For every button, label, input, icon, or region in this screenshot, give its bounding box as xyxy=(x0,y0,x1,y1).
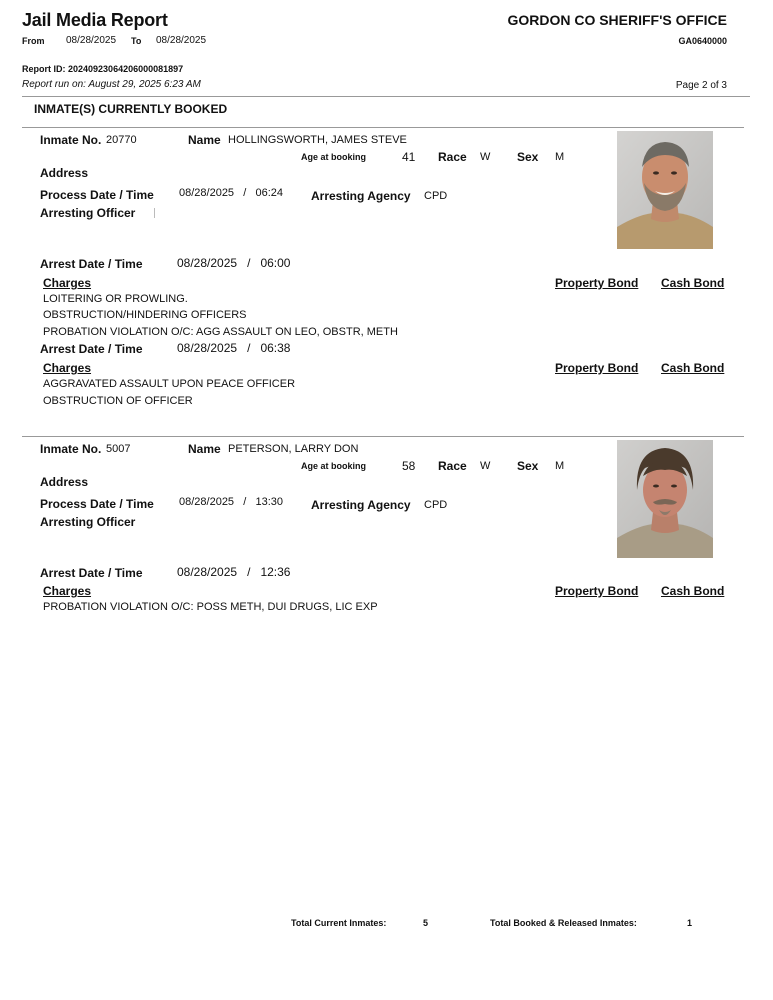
total-booked-value: 1 xyxy=(687,918,693,928)
arresting-agency-value: CPD xyxy=(424,190,448,202)
inmate-1-top-divider xyxy=(22,127,744,128)
separator: / xyxy=(243,187,247,199)
to-label: To xyxy=(131,36,142,46)
report-run xyxy=(22,79,201,90)
report-id xyxy=(22,64,183,74)
name-value: PETERSON, LARRY DON xyxy=(228,443,359,455)
arresting-agency-label: Arresting Agency xyxy=(311,498,411,512)
total-current-label: Total Current Inmates: xyxy=(291,918,387,928)
separator: / xyxy=(247,341,251,355)
race-value: W xyxy=(480,151,491,163)
sex-label: Sex xyxy=(517,150,539,164)
inmate-2-top-divider xyxy=(22,436,744,437)
arresting-officer-label: Arresting Officer xyxy=(40,515,136,529)
charges-header: Charges xyxy=(43,361,92,375)
age-value: 41 xyxy=(402,150,416,164)
agency-name: GORDON CO SHERIFF'S OFFICE xyxy=(507,12,727,28)
arrest-time-value: 12:36 xyxy=(260,565,291,579)
arrest-time-value: 06:38 xyxy=(260,341,291,355)
field-marker xyxy=(154,208,155,218)
to-date: 08/28/2025 xyxy=(156,35,207,46)
charge-line: PROBATION VIOLATION O/C: AGG ASSAULT ON LEO, OBSTR, METH xyxy=(43,326,398,338)
charge-line: LOITERING OR PROWLING. xyxy=(43,293,188,305)
process-time-value: 13:30 xyxy=(255,496,283,508)
total-booked-label: Total Booked & Released Inmates: xyxy=(490,918,637,928)
race-value: W xyxy=(480,460,491,472)
name-label: Name xyxy=(188,442,221,456)
arresting-agency-label: Arresting Agency xyxy=(311,189,411,203)
inmate-photo xyxy=(617,131,713,249)
arrest-datetime xyxy=(177,565,290,579)
age-value: 58 xyxy=(402,459,416,473)
process-date xyxy=(179,187,283,199)
charges-header: Charges xyxy=(43,584,92,598)
name-value: HOLLINGSWORTH, JAMES STEVE xyxy=(228,134,407,146)
address-label: Address xyxy=(40,475,89,489)
charge-line: OBSTRUCTION OF OFFICER xyxy=(43,395,193,407)
process-label: Process Date / Time xyxy=(40,497,154,511)
agency-code: GA0640000 xyxy=(678,36,727,46)
cash-bond-header: Cash Bond xyxy=(661,361,725,375)
charge-line: AGGRAVATED ASSAULT UPON PEACE OFFICER xyxy=(43,378,296,390)
arrest-date-value: 08/28/2025 xyxy=(177,565,238,579)
arrest-date-value: 08/28/2025 xyxy=(177,341,238,355)
arrest-label: Arrest Date / Time xyxy=(40,566,143,580)
inmate-no-value: 20770 xyxy=(106,134,137,146)
process-date-value: 08/28/2025 xyxy=(179,187,235,199)
sex-label: Sex xyxy=(517,459,539,473)
report-id-label: Report ID: xyxy=(22,64,66,74)
arrest-datetime xyxy=(177,341,290,355)
property-bond-header: Property Bond xyxy=(555,276,639,290)
charges-header: Charges xyxy=(43,276,92,290)
arrest-label: Arrest Date / Time xyxy=(40,257,143,271)
property-bond-header: Property Bond xyxy=(555,584,639,598)
separator: / xyxy=(247,256,251,270)
header-divider xyxy=(22,96,750,97)
address-label: Address xyxy=(40,166,89,180)
page-number: Page 2 of 3 xyxy=(675,80,727,91)
arrest-date-value: 08/28/2025 xyxy=(177,256,238,270)
report-run-label: Report run on: xyxy=(22,79,86,90)
separator: / xyxy=(247,565,251,579)
age-label: Age at booking xyxy=(301,152,366,162)
report-id-value: 20240923064206000081897 xyxy=(68,64,184,74)
process-date xyxy=(179,496,283,508)
separator: / xyxy=(243,496,247,508)
race-label: Race xyxy=(438,150,467,164)
inmate-photo xyxy=(617,440,713,558)
arrest-label: Arrest Date / Time xyxy=(40,342,143,356)
process-date-value: 08/28/2025 xyxy=(179,496,235,508)
sex-value: M xyxy=(555,460,565,472)
inmate-no-value: 5007 xyxy=(106,443,131,455)
process-time-value: 06:24 xyxy=(255,187,283,199)
total-current-value: 5 xyxy=(423,918,429,928)
from-date: 08/28/2025 xyxy=(66,35,117,46)
from-label: From xyxy=(22,36,45,46)
arrest-datetime xyxy=(177,256,290,270)
charge-line: OBSTRUCTION/HINDERING OFFICERS xyxy=(43,309,247,321)
name-label: Name xyxy=(188,133,221,147)
section-title: INMATE(S) CURRENTLY BOOKED xyxy=(34,102,228,116)
report-title: Jail Media Report xyxy=(22,10,168,30)
process-label: Process Date / Time xyxy=(40,188,154,202)
cash-bond-header: Cash Bond xyxy=(661,584,725,598)
cash-bond-header: Cash Bond xyxy=(661,276,725,290)
race-label: Race xyxy=(438,459,467,473)
report-run-value: August 29, 2025 6:23 AM xyxy=(88,79,201,90)
inmate-no-label: Inmate No. xyxy=(40,442,102,456)
property-bond-header: Property Bond xyxy=(555,361,639,375)
charge-line: PROBATION VIOLATION O/C: POSS METH, DUI DRUGS, LIC EXP xyxy=(43,601,378,613)
arresting-agency-value: CPD xyxy=(424,499,448,511)
sex-value: M xyxy=(555,151,565,163)
inmate-no-label: Inmate No. xyxy=(40,133,102,147)
age-label: Age at booking xyxy=(301,461,366,471)
arrest-time-value: 06:00 xyxy=(260,256,291,270)
arresting-officer-label: Arresting Officer xyxy=(40,206,136,220)
